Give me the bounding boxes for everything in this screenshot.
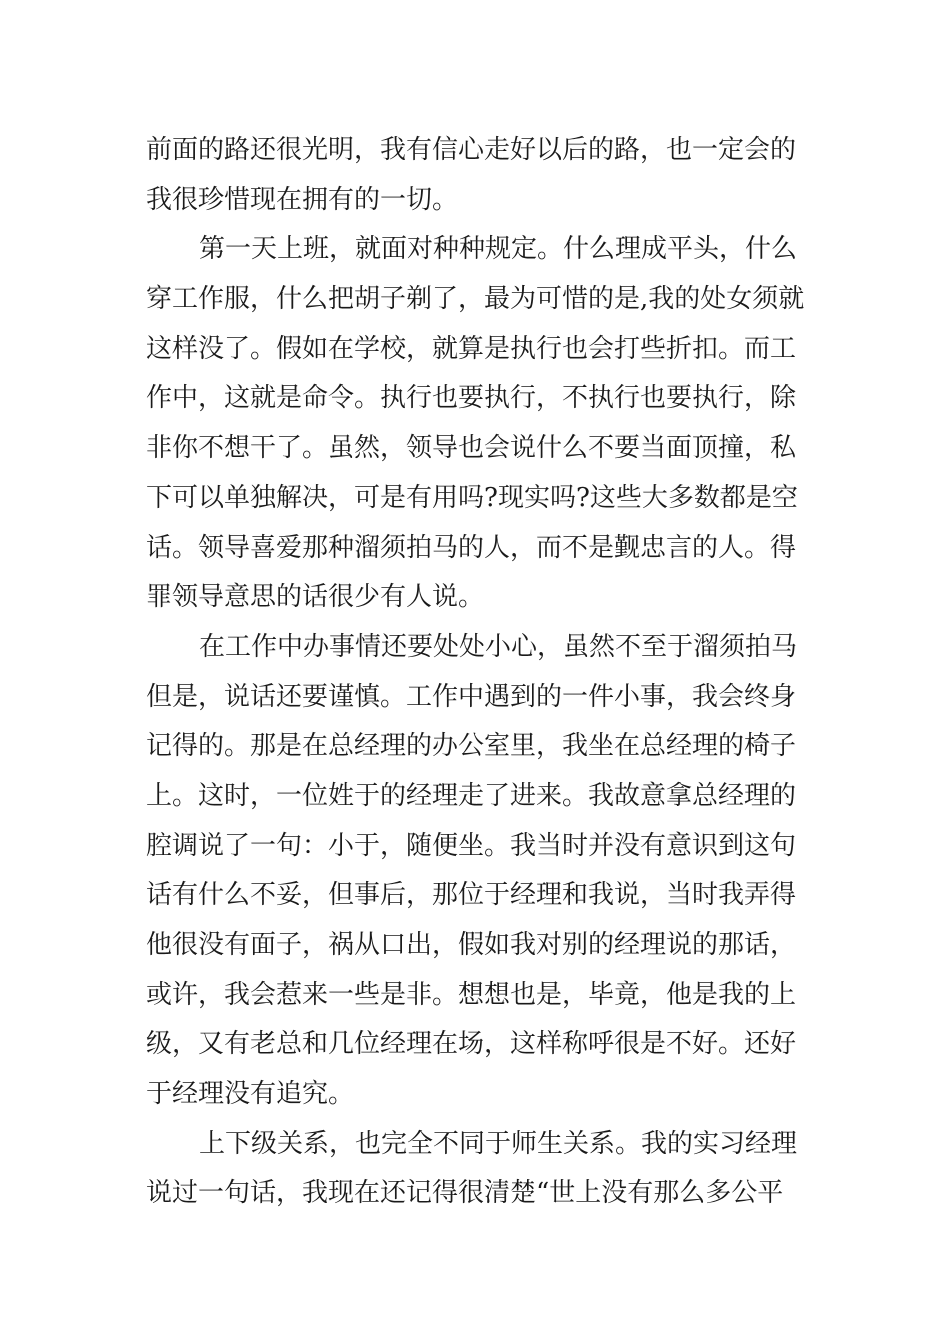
text-line: 作中，这就是命令。执行也要执行，不执行也要执行，除 <box>146 383 797 414</box>
text-line: 穿工作服，什么把胡子剃了，最为可惜的是,我的处女须就 <box>146 284 805 315</box>
text-line: 腔调说了一句：小于，随便坐。我当时并没有意识到这句 <box>146 830 797 861</box>
text-line: 罪领导意思的话很少有人说。 <box>146 582 485 613</box>
text-line: 记得的。那是在总经理的办公室里，我坐在总经理的椅子 <box>146 731 797 762</box>
text-line: 我很珍惜现在拥有的一切。 <box>146 184 459 215</box>
text-line: 前面的路还很光明，我有信心走好以后的路，也一定会的 <box>146 135 797 165</box>
paragraph-start-line: 上下级关系，也完全不同于师生关系。我的实习经理 <box>199 1128 798 1159</box>
text-line: 他很没有面子，祸从口出，假如我对别的经理说的那话， <box>146 930 797 960</box>
body-text <box>146 126 806 1219</box>
paragraph-start-line: 在工作中办事情还要处处小心，虽然不至于溜须拍马 <box>199 631 798 662</box>
text-line: 但是，说话还要谨慎。工作中遇到的一件小事，我会终身 <box>146 681 797 712</box>
text-line: 说过一句话，我现在还记得很清楚“世上没有那么多公平 <box>146 1178 784 1209</box>
text-line: 话。领导喜爱那种溜须拍马的人，而不是觐忠言的人。得 <box>146 532 797 563</box>
text-line: 级，又有老总和几位经理在场，这样称呼很是不好。还好 <box>146 1029 797 1060</box>
text-line: 话有什么不妥，但事后，那位于经理和我说，当时我弄得 <box>146 880 797 911</box>
text-line: 于经理没有追究。 <box>146 1079 355 1110</box>
text-line: 或许，我会惹来一些是非。想想也是，毕竟，他是我的上 <box>146 979 797 1010</box>
paragraph-start-line: 第一天上班，就面对种种规定。什么理成平头，什么 <box>199 234 798 265</box>
text-line: 这样没了。假如在学校，就算是执行也会打些折扣。而工 <box>146 333 797 364</box>
text-line: 上。这时，一位姓于的经理走了进来。我故意拿总经理的 <box>146 780 797 811</box>
text-line: 下可以单独解决，可是有用吗?现实吗?这些大多数都是空 <box>146 482 798 513</box>
text-line: 非你不想干了。虽然，领导也会说什么不要当面顶撞，私 <box>146 433 797 464</box>
